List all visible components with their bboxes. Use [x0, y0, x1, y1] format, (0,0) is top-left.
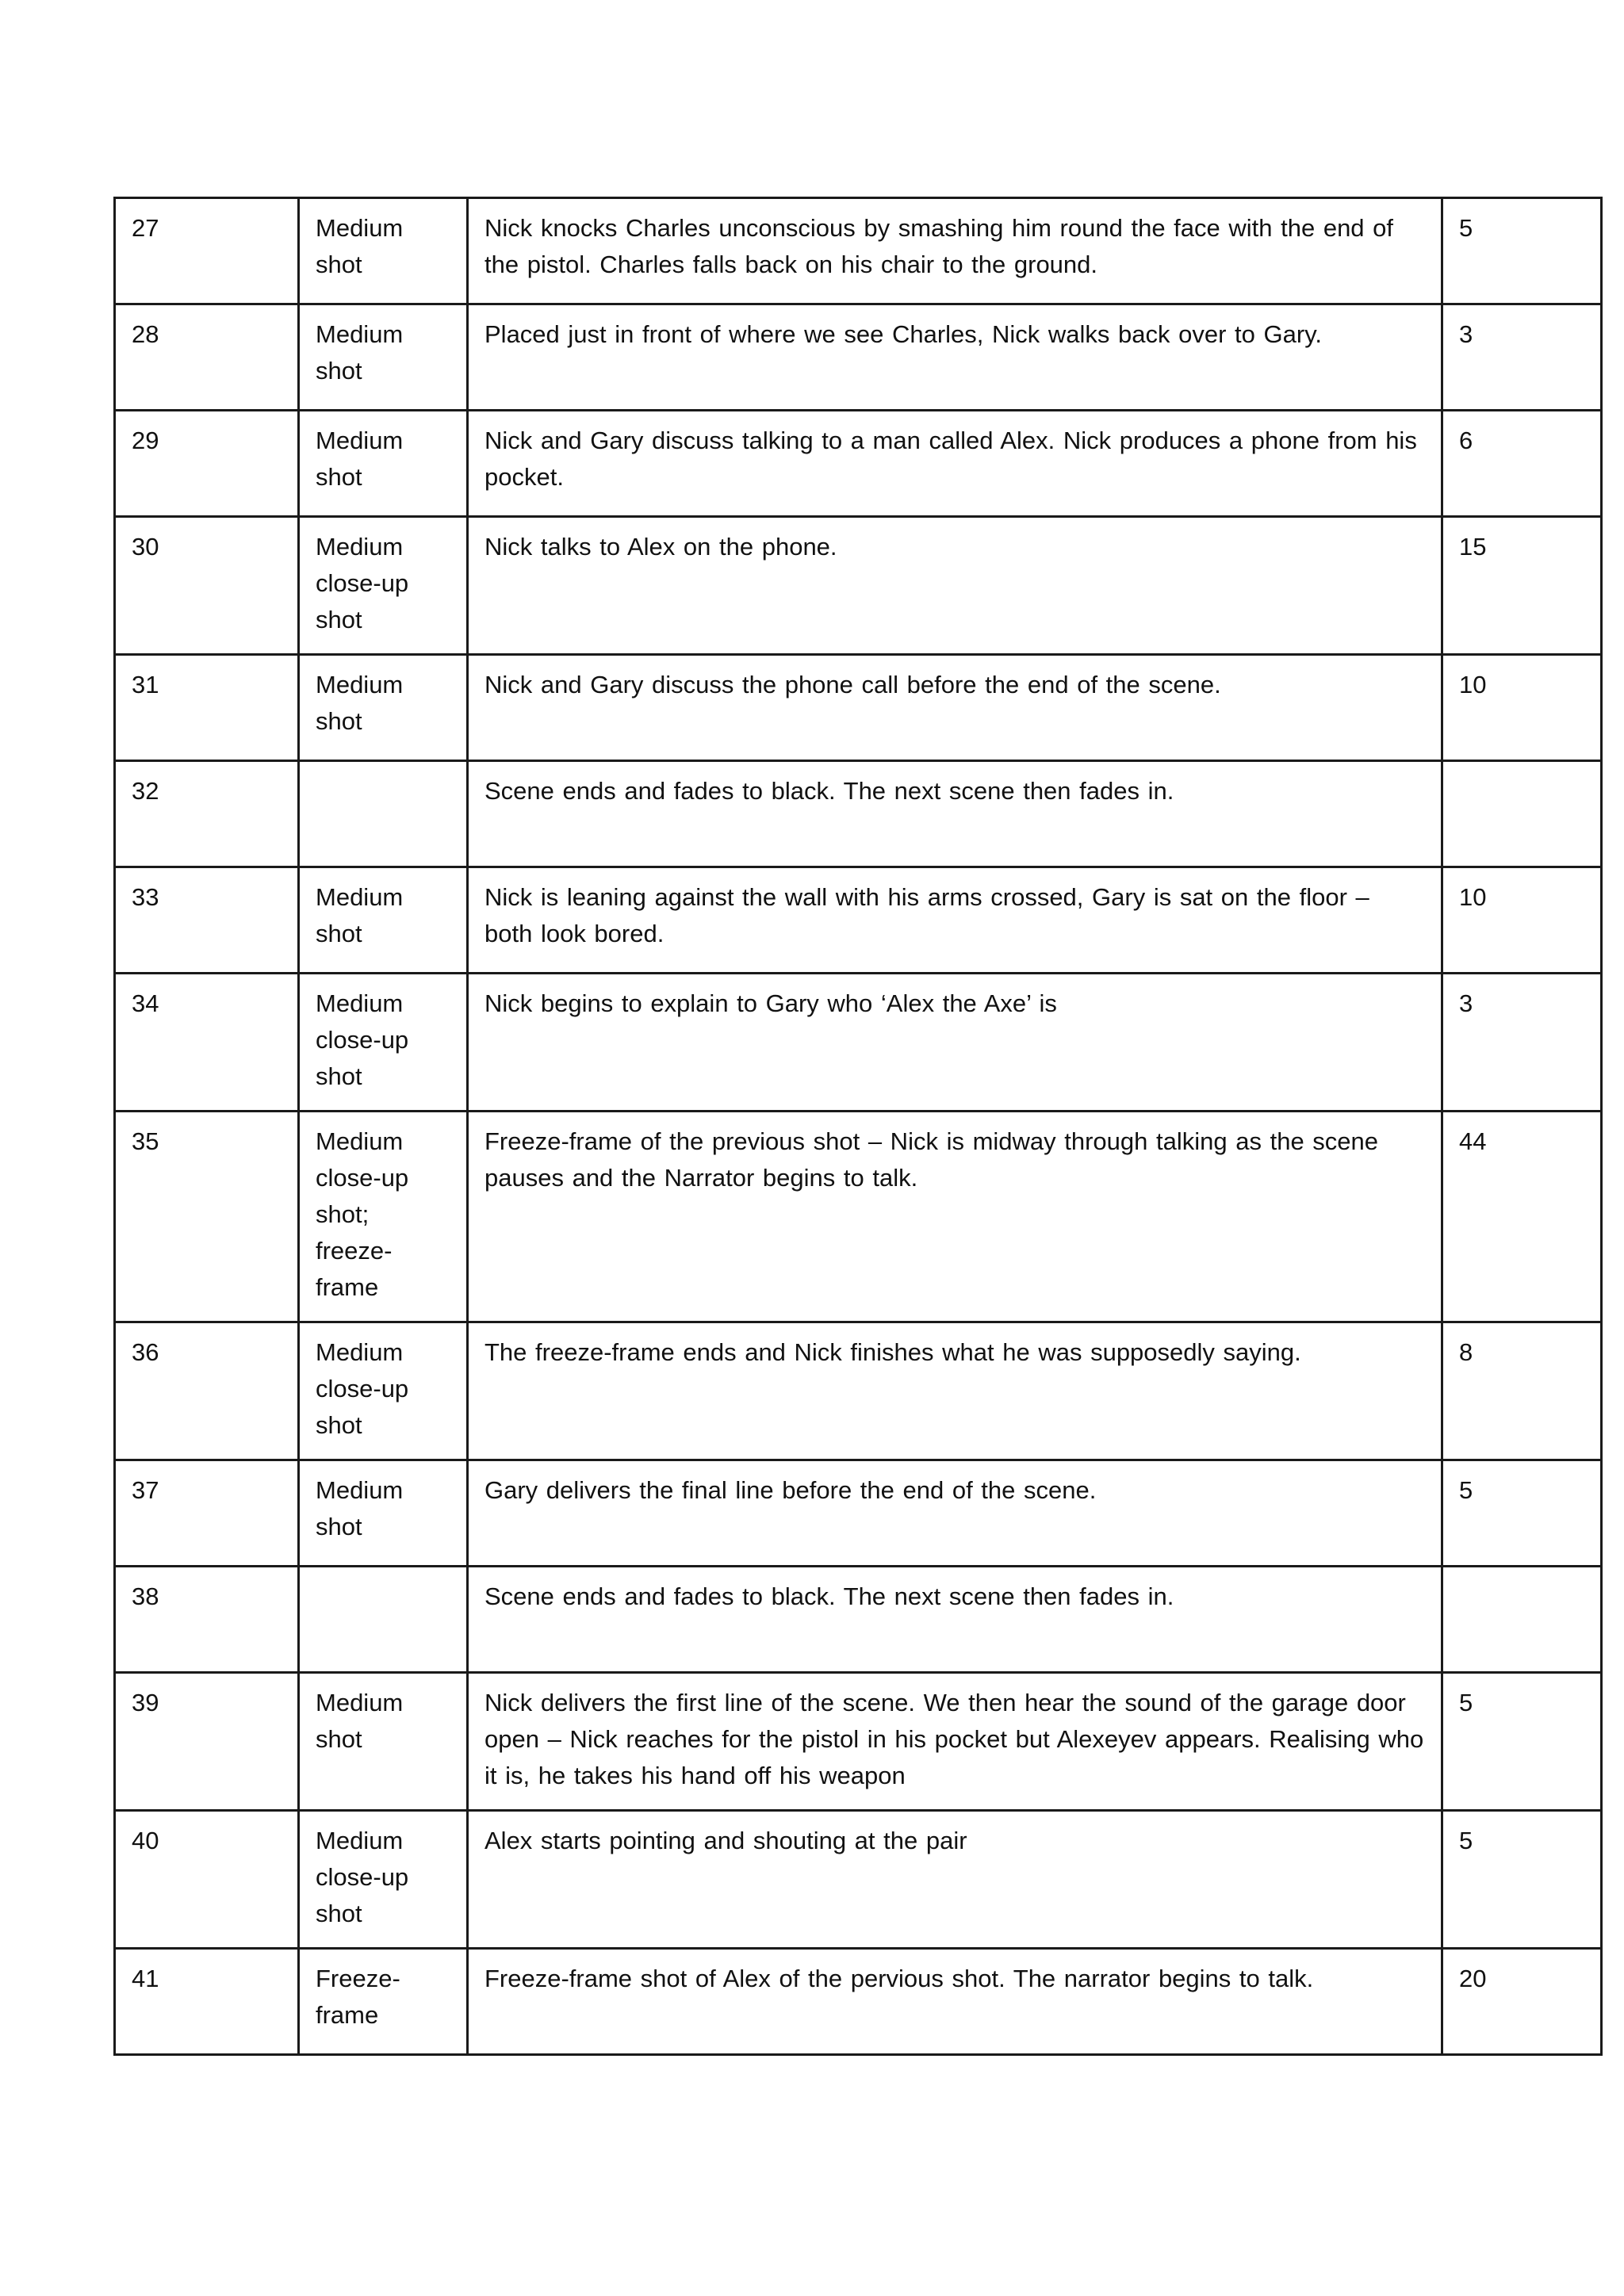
shot-duration-cell	[1442, 761, 1602, 867]
shot-description-cell: Scene ends and fades to black. The next scene then fades in.	[468, 761, 1442, 867]
shot-description-cell: Nick is leaning against the wall with his arms crossed, Gary is sat on the floor – both look bored.	[468, 867, 1442, 974]
shot-number-cell: 31	[115, 655, 299, 761]
shot-number-cell: 38	[115, 1567, 299, 1673]
shot-duration-cell	[1442, 1567, 1602, 1673]
shot-number-cell: 29	[115, 411, 299, 517]
shot-type-cell: Freeze-frame	[299, 1949, 468, 2055]
shot-description-cell: Nick talks to Alex on the phone.	[468, 517, 1442, 655]
table-row	[115, 1673, 1602, 1811]
table-row	[115, 304, 1602, 411]
shot-type-cell: Medium close-up shot; freeze-frame	[299, 1112, 468, 1322]
shot-description-cell: Nick delivers the first line of the scene. We then hear the sound of the garage door open – Nick reaches for the pistol in his pocket but Alexeyev appears. Realising who it is, he takes his hand off his weapon	[468, 1673, 1442, 1811]
shot-description-cell: Nick and Gary discuss talking to a man called Alex. Nick produces a phone from his pocket.	[468, 411, 1442, 517]
shot-number-cell: 36	[115, 1322, 299, 1460]
shot-type-cell: Medium close-up shot	[299, 974, 468, 1112]
shot-description-cell: Scene ends and fades to black. The next scene then fades in.	[468, 1567, 1442, 1673]
table-row	[115, 761, 1602, 867]
shot-description-cell: Freeze-frame of the previous shot – Nick is midway through talking as the scene pauses and the Narrator begins to talk.	[468, 1112, 1442, 1322]
shot-description-cell: Placed just in front of where we see Charles, Nick walks back over to Gary.	[468, 304, 1442, 411]
shot-type-cell: Medium shot	[299, 655, 468, 761]
shot-description-cell: Freeze-frame shot of Alex of the pervious shot. The narrator begins to talk.	[468, 1949, 1442, 2055]
shot-number-cell: 37	[115, 1460, 299, 1567]
shot-description-cell: Nick and Gary discuss the phone call before the end of the scene.	[468, 655, 1442, 761]
shot-duration-cell: 6	[1442, 411, 1602, 517]
shot-number-cell: 34	[115, 974, 299, 1112]
table-row	[115, 655, 1602, 761]
shot-type-cell	[299, 1567, 468, 1673]
shot-type-cell: Medium shot	[299, 198, 468, 304]
table-row	[115, 1567, 1602, 1673]
shot-description-cell: The freeze-frame ends and Nick finishes what he was supposedly saying.	[468, 1322, 1442, 1460]
table-row	[115, 1322, 1602, 1460]
shot-duration-cell: 20	[1442, 1949, 1602, 2055]
shot-duration-cell: 15	[1442, 517, 1602, 655]
table-row	[115, 867, 1602, 974]
shot-type-cell: Medium shot	[299, 867, 468, 974]
table-row	[115, 1811, 1602, 1949]
table-row	[115, 1112, 1602, 1322]
shot-type-cell: Medium close-up shot	[299, 1322, 468, 1460]
shot-duration-cell: 10	[1442, 867, 1602, 974]
shot-description-cell: Nick begins to explain to Gary who ‘Alex the Axe’ is	[468, 974, 1442, 1112]
shot-type-cell: Medium shot	[299, 304, 468, 411]
shot-number-cell: 32	[115, 761, 299, 867]
shot-number-cell: 33	[115, 867, 299, 974]
shot-number-cell: 40	[115, 1811, 299, 1949]
shot-list-table	[113, 197, 1603, 2056]
shot-type-cell: Medium shot	[299, 1460, 468, 1567]
shot-duration-cell: 5	[1442, 1460, 1602, 1567]
shot-duration-cell: 5	[1442, 198, 1602, 304]
shot-description-cell: Nick knocks Charles unconscious by smashing him round the face with the end of the pistol. Charles falls back on his chair to the ground.	[468, 198, 1442, 304]
shot-number-cell: 28	[115, 304, 299, 411]
shot-type-cell	[299, 761, 468, 867]
shot-number-cell: 39	[115, 1673, 299, 1811]
shot-duration-cell: 3	[1442, 974, 1602, 1112]
shot-number-cell: 35	[115, 1112, 299, 1322]
shot-type-cell: Medium shot	[299, 1673, 468, 1811]
shot-duration-cell: 5	[1442, 1811, 1602, 1949]
shot-number-cell: 30	[115, 517, 299, 655]
shot-duration-cell: 8	[1442, 1322, 1602, 1460]
table-row	[115, 517, 1602, 655]
shot-duration-cell: 44	[1442, 1112, 1602, 1322]
shot-description-cell: Alex starts pointing and shouting at the pair	[468, 1811, 1442, 1949]
table-row	[115, 1949, 1602, 2055]
shot-number-cell: 27	[115, 198, 299, 304]
shot-duration-cell: 5	[1442, 1673, 1602, 1811]
table-row	[115, 198, 1602, 304]
table-row	[115, 411, 1602, 517]
shot-type-cell: Medium close-up shot	[299, 1811, 468, 1949]
shot-type-cell: Medium close-up shot	[299, 517, 468, 655]
shot-duration-cell: 3	[1442, 304, 1602, 411]
table-row	[115, 974, 1602, 1112]
shot-type-cell: Medium shot	[299, 411, 468, 517]
shot-number-cell: 41	[115, 1949, 299, 2055]
table-row	[115, 1460, 1602, 1567]
shot-duration-cell: 10	[1442, 655, 1602, 761]
shot-description-cell: Gary delivers the final line before the end of the scene.	[468, 1460, 1442, 1567]
